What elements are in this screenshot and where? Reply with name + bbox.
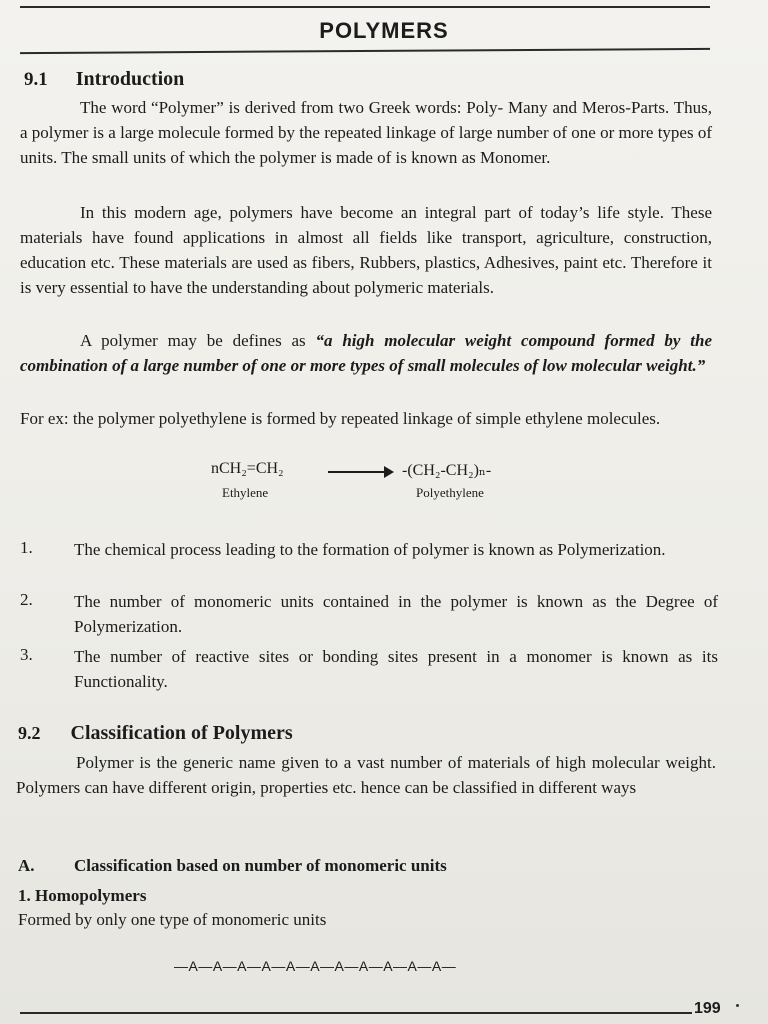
page-dot bbox=[736, 1004, 739, 1007]
subsection-label: A. bbox=[18, 856, 35, 875]
intro-paragraph-1: The word “Polymer” is derived from two Greek words: Poly- Many and Meros-Parts. Thus, a polymer is a large molecule formed by the repeated linkage of large number of one or more types of units. The small units of which the polymer is made of is known as Monomer. bbox=[20, 98, 712, 167]
list-item-3: The number of reactive sites or bonding sites present in a monomer is known as its Functionality. bbox=[74, 647, 718, 691]
list-number-3: 3. bbox=[20, 645, 33, 664]
list-item-1: The chemical process leading to the formation of polymer is known as Polymerization. bbox=[74, 540, 666, 559]
homopolymer-chain: —A—A—A—A—A—A—A—A—A—A—A— bbox=[174, 958, 457, 974]
page-number: 199 bbox=[694, 1000, 721, 1017]
reactant-label: Ethylene bbox=[222, 485, 269, 500]
intro-paragraph-2: In this modern age, polymers have become an integral part of today’s life style. These materials have found applications in almost all fields like transport, agriculture, construction, education etc. These materials are used as fibers, Rubbers, plastics, Adhesives, paint etc. Therefore it is very essential to have the understanding about polymeric materials. bbox=[20, 203, 712, 297]
header-rule-top bbox=[20, 6, 710, 8]
section-heading-intro bbox=[24, 68, 184, 91]
arrow-head-icon bbox=[384, 466, 394, 478]
header-rule-bottom bbox=[20, 48, 710, 54]
definition-paragraph bbox=[20, 328, 712, 378]
section-heading-classification bbox=[18, 722, 293, 745]
list-item-2: The number of monomeric units contained in the polymer is known as the Degree of Polymerization. bbox=[74, 592, 718, 636]
reaction-arrow bbox=[328, 471, 386, 473]
subsection-title: Classification based on number of monomeric units bbox=[74, 856, 447, 875]
chapter-title: POLYMERS bbox=[319, 18, 449, 43]
definition-text: “a high molecular weight compound formed by the combination of a large number of one or more types of small molecules of low molecular weight.” bbox=[20, 331, 712, 375]
section-title: Classification of Polymers bbox=[70, 722, 293, 744]
list-number-2: 2. bbox=[20, 590, 33, 609]
section-title: Introduction bbox=[75, 68, 185, 90]
classification-paragraph: Polymer is the generic name given to a vast number of materials of high molecular weight. Polymers can have different origin, properties etc. hence can be classified in different ways bbox=[16, 753, 716, 797]
footer-rule bbox=[20, 1012, 692, 1014]
equation-reactant: nCH₂=CH₂ bbox=[211, 460, 284, 477]
product-label: Polyethylene bbox=[416, 485, 484, 500]
definition-lead: A polymer may be defines as bbox=[80, 331, 316, 350]
section-number: 9.2 bbox=[18, 723, 41, 743]
example-paragraph: For ex: the polymer polyethylene is formed by repeated linkage of simple ethylene molecules. bbox=[20, 409, 661, 428]
homopolymers-heading: 1. Homopolymers bbox=[18, 886, 147, 905]
equation-product: -(CH₂-CH₂)ₙ- bbox=[402, 462, 492, 479]
list-number-1: 1. bbox=[20, 538, 33, 557]
homopolymers-description: Formed by only one type of monomeric units bbox=[18, 910, 327, 929]
section-number: 9.1 bbox=[24, 69, 48, 90]
